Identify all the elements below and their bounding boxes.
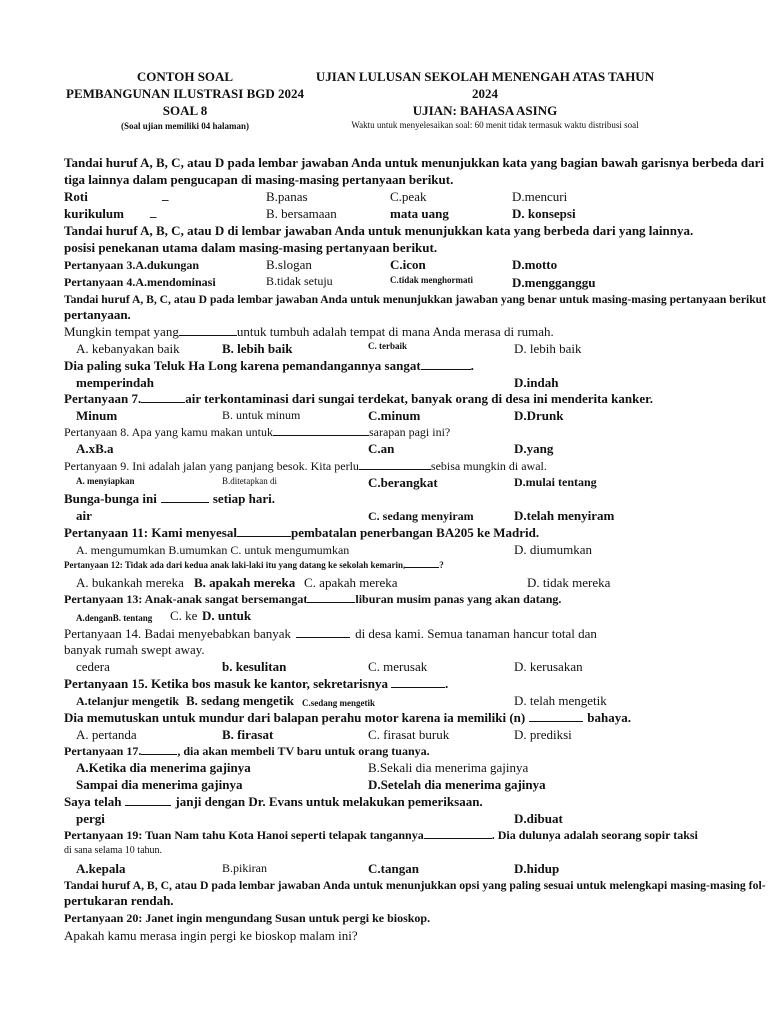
q16-blank bbox=[529, 710, 583, 722]
q12-option-d: D. tidak mereka bbox=[527, 575, 611, 590]
q17-option-b: B.Sekali dia menerima gajinya bbox=[368, 760, 529, 775]
q12-blank bbox=[405, 559, 439, 568]
q2-option-c: mata uang bbox=[390, 206, 449, 221]
q2-option-a-mark: _ bbox=[150, 204, 157, 219]
q7-option-b: B. untuk minum bbox=[222, 408, 301, 422]
q13-option-c: C. ke bbox=[170, 608, 198, 623]
exam-title: UJIAN LULUSAN SEKOLAH MENENGAH ATAS TAHUN bbox=[315, 69, 655, 84]
instruction-3-line1: Tandai huruf A, B, C, atau D pada lembar jawaban Anda untuk menunjukkan jawaban yang benar untuk masing-masing pertanyaan berikut bbox=[64, 292, 766, 306]
q14-stem-end: di desa kami. Semua tanaman hancur total dan bbox=[355, 626, 597, 641]
q6-option-d: D.indah bbox=[514, 375, 559, 390]
left-title: CONTOH SOAL bbox=[136, 69, 234, 84]
q10-blank bbox=[161, 491, 209, 503]
instruction-4-line1: Tandai huruf A, B, C, atau D pada lembar jawaban Anda untuk menunjukkan opsi yang paling sesuai untuk melengkapi masing-masing fol- bbox=[64, 878, 766, 892]
q9-option-a: A. menyiapkan bbox=[76, 476, 135, 486]
q15-blank bbox=[391, 676, 445, 688]
q17-option-d: D.Setelah dia menerima gajinya bbox=[368, 777, 546, 792]
q10-option-c: C. sedang menyiram bbox=[368, 509, 474, 523]
q16-option-b: B. firasat bbox=[222, 727, 274, 742]
q4-option-a: Pertanyaan 4.A.mendominasi bbox=[64, 275, 216, 289]
q5-option-a: A. kebanyakan baik bbox=[76, 341, 180, 356]
q5-stem-end: untuk tumbuh adalah tempat di mana Anda merasa di rumah. bbox=[236, 324, 554, 339]
q12-option-a: A. bukankah mereka bbox=[76, 575, 184, 590]
q12-stem-end: ? bbox=[439, 560, 444, 570]
q14-stem-start: Pertanyaan 14. Badai menyebabkan banyak bbox=[64, 626, 292, 641]
q8-stem-end: sarapan pagi ini? bbox=[368, 425, 451, 439]
q17-option-a: A.Ketika dia menerima gajinya bbox=[76, 760, 251, 775]
left-subtitle: PEMBANGUNAN ILUSTRASI BGD 2024 bbox=[66, 86, 304, 101]
soal-number: SOAL 8 bbox=[162, 103, 208, 118]
q4-option-b: B.tidak setuju bbox=[266, 274, 333, 288]
q9-blank bbox=[359, 458, 431, 470]
q9-option-c: C.berangkat bbox=[368, 475, 438, 490]
q5-option-b: B. lebih baik bbox=[222, 341, 293, 356]
right-header bbox=[300, 68, 670, 119]
q14-option-c: C. merusak bbox=[368, 659, 428, 674]
q16-option-d: D. prediksi bbox=[514, 727, 572, 742]
q14-blank bbox=[296, 626, 350, 638]
q18-stem-start: Saya telah bbox=[64, 794, 122, 809]
q8-stem bbox=[64, 423, 450, 441]
q10-option-d: D.telah menyiram bbox=[514, 508, 615, 523]
q19-option-c: C.tangan bbox=[368, 861, 419, 876]
q5-stem bbox=[64, 323, 554, 341]
q10-stem-start: Bunga-bunga ini bbox=[64, 491, 157, 506]
q12-stem bbox=[64, 556, 444, 574]
q9-option-d: D.mulai tentang bbox=[514, 475, 597, 489]
q16-stem bbox=[64, 709, 631, 727]
q14-option-d: D. kerusakan bbox=[514, 659, 583, 674]
q4-option-c: C.tidak menghormati bbox=[390, 275, 473, 285]
q9-option-b: B.ditetapkan di bbox=[222, 476, 277, 486]
q6-option-a: memperindah bbox=[76, 375, 154, 390]
q5-option-d: D. lebih baik bbox=[514, 341, 582, 356]
q15-stem-end: . bbox=[444, 676, 449, 691]
q7-option-d: D.Drunk bbox=[514, 408, 564, 423]
q19-option-b: B.pikiran bbox=[222, 861, 267, 875]
q17-stem bbox=[64, 742, 430, 760]
q19-stem-start: Pertanyaan 19: Tuan Nam tahu Kota Hanoi seperti telapak tangannya bbox=[64, 828, 424, 842]
instruction-2-line2: posisi penekanan utama dalam masing-masing pertanyaan berikut. bbox=[64, 240, 438, 255]
q14-stem-line2: banyak rumah swept away. bbox=[64, 642, 205, 657]
q11-blank bbox=[237, 525, 291, 537]
instruction-2-line1: Tandai huruf A, B, C, atau D di lembar jawaban Anda untuk menunjukkan kata yang berbeda dari yang lainnya. bbox=[64, 223, 694, 238]
q16-option-a: A. pertanda bbox=[76, 727, 137, 742]
q1-option-b: B.panas bbox=[266, 189, 308, 204]
q15-option-b: B. sedang mengetik bbox=[186, 693, 294, 708]
q13-option-d: D. untuk bbox=[202, 608, 252, 623]
q13-stem-end: liburan musim panas yang akan datang. bbox=[355, 592, 562, 606]
left-header bbox=[30, 68, 340, 133]
q3-option-c: C.icon bbox=[390, 257, 426, 272]
q1-option-d: D.mencuri bbox=[512, 189, 568, 204]
q11-options-abc: A. mengumumkan B.umumkan C. untuk mengumumkan bbox=[76, 543, 350, 557]
q18-stem-end: janji dengan Dr. Evans untuk melakukan pemeriksaan. bbox=[175, 794, 483, 809]
q15-option-a: A.telanjur mengetik bbox=[76, 694, 180, 708]
q6-stem bbox=[64, 357, 474, 375]
q14-option-a: cedera bbox=[76, 659, 110, 674]
q3-option-d: D.motto bbox=[512, 257, 558, 272]
q13-option-ab: A.denganB. tentang bbox=[76, 613, 153, 623]
q16-option-c: C. firasat buruk bbox=[368, 727, 450, 742]
time-note: Waktu untuk menyelesaikan soal: 60 menit tidak termasuk waktu distribusi soal bbox=[351, 120, 639, 130]
q11-stem-start: Pertanyaan 11: Kami menyesal bbox=[64, 525, 237, 540]
q9-stem-start: Pertanyaan 9. Ini adalah jalan yang panjang besok. Kita perlu bbox=[64, 459, 359, 473]
q1-option-a: Roti bbox=[64, 189, 88, 204]
q15-stem-start: Pertanyaan 15. Ketika bos masuk ke kantor, sekretarisnya bbox=[64, 676, 388, 691]
q5-blank bbox=[179, 324, 237, 336]
page-count-note: (Soal ujian memiliki 04 halaman) bbox=[120, 121, 249, 131]
q19-option-d: D.hidup bbox=[514, 861, 560, 876]
q12-option-b: B. apakah mereka bbox=[194, 575, 296, 590]
q5-option-c: C. terbaik bbox=[368, 341, 407, 351]
q2-option-b: B. bersamaan bbox=[266, 206, 337, 221]
q8-option-ab: A.xB.a bbox=[76, 441, 114, 456]
q10-stem bbox=[64, 490, 275, 508]
q19-blank bbox=[424, 827, 492, 839]
q12-option-c: C. apakah mereka bbox=[304, 575, 398, 590]
q8-option-d: D.yang bbox=[514, 441, 554, 456]
q2-option-d: D. konsepsi bbox=[512, 206, 576, 221]
q1-option-a-mark: _ bbox=[162, 187, 169, 202]
q17-stem-start: Pertanyaan 17. bbox=[64, 744, 142, 758]
q15-option-d: D. telah mengetik bbox=[514, 693, 607, 708]
q9-stem-end: sebisa mungkin di awal. bbox=[430, 459, 547, 473]
instruction-1-line2: tiga lainnya dalam pengucapan di masing-masing pertanyaan berikut. bbox=[64, 172, 454, 187]
q15-option-c: C.sedang mengetik bbox=[302, 698, 376, 708]
q1-option-c: C.peak bbox=[390, 189, 427, 204]
q2-option-a: kurikulum bbox=[64, 206, 124, 221]
q18-blank bbox=[125, 794, 171, 806]
q7-option-c: C.minum bbox=[368, 408, 421, 423]
q13-stem bbox=[64, 590, 561, 608]
q8-stem-start: Pertanyaan 8. Apa yang kamu makan untuk bbox=[64, 425, 273, 439]
q19-stem-end: . Dia dulunya adalah seorang sopir taksi bbox=[491, 828, 698, 842]
q18-option-d: D.dibuat bbox=[514, 811, 563, 826]
q15-stem bbox=[64, 675, 448, 693]
q3-option-b: B.slogan bbox=[266, 257, 312, 272]
q7-stem-end: air terkontaminasi dari sungai terdekat, banyak orang di desa ini menderita kanker. bbox=[185, 391, 653, 406]
instruction-4-line2: pertukaran rendah. bbox=[64, 893, 174, 908]
q16-stem-start: Dia memutuskan untuk mundur dari balapan perahu motor karena ia memiliki (n) bbox=[64, 710, 526, 725]
q13-stem-start: Pertanyaan 13: Anak-anak sangat bersemangat bbox=[64, 592, 308, 606]
q10-option-a: air bbox=[76, 508, 92, 523]
q6-blank bbox=[421, 358, 471, 370]
q4-option-d: D.mengganggu bbox=[512, 275, 596, 290]
instruction-3-line2: pertanyaan. bbox=[64, 307, 131, 322]
q18-stem bbox=[64, 793, 483, 811]
q17-blank bbox=[141, 743, 177, 755]
q7-stem-start: Pertanyaan 7. bbox=[64, 391, 142, 406]
exam-subject: UJIAN: BAHASA ASING bbox=[412, 103, 558, 118]
q13-blank bbox=[307, 591, 355, 603]
q7-option-a: Minum bbox=[76, 408, 118, 423]
q7-blank bbox=[141, 391, 185, 403]
q3-option-a: Pertanyaan 3.A.dukungan bbox=[64, 258, 200, 272]
exam-year: 2024 bbox=[472, 86, 498, 101]
q9-stem bbox=[64, 457, 547, 475]
q7-stem bbox=[64, 390, 653, 408]
q5-stem-start: Mungkin tempat yang bbox=[64, 324, 179, 339]
instruction-1-line1: Tandai huruf A, B, C, atau D pada lembar jawaban Anda untuk menunjukkan kata yang bagian bawah garisnya berbeda dari bbox=[64, 155, 765, 170]
q12-stem-start: Pertanyaan 12: Tidak ada dari kedua anak laki-laki itu yang datang ke sekolah kemarin, bbox=[64, 560, 406, 570]
q18-option-a: pergi bbox=[76, 811, 105, 826]
q19-option-a: A.kepala bbox=[76, 861, 126, 876]
q19-stem-line2: di sana selama 10 tahun. bbox=[64, 845, 163, 856]
q8-blank bbox=[273, 424, 369, 436]
q11-stem bbox=[64, 524, 539, 542]
q16-stem-end: bahaya. bbox=[587, 710, 631, 725]
q20-stem: Pertanyaan 20: Janet ingin mengundang Susan untuk pergi ke bioskop. bbox=[64, 911, 431, 925]
q11-stem-end: pembatalan penerbangan BA205 ke Madrid. bbox=[290, 525, 540, 540]
q6-stem-end: . bbox=[470, 358, 474, 373]
q8-option-c: C.an bbox=[368, 441, 395, 456]
q17-option-c: Sampai dia menerima gajinya bbox=[76, 777, 243, 792]
q14-option-b: b. kesulitan bbox=[222, 659, 287, 674]
q6-stem-start: Dia paling suka Teluk Ha Long karena pemandangannya sangat bbox=[64, 358, 421, 373]
q17-stem-end: , dia akan membeli TV baru untuk orang tuanya. bbox=[177, 744, 430, 758]
q10-stem-end: setiap hari. bbox=[212, 491, 275, 506]
q11-option-d: D. diumumkan bbox=[514, 542, 592, 557]
q20-stem-line2: Apakah kamu merasa ingin pergi ke bioskop malam ini? bbox=[64, 928, 358, 943]
